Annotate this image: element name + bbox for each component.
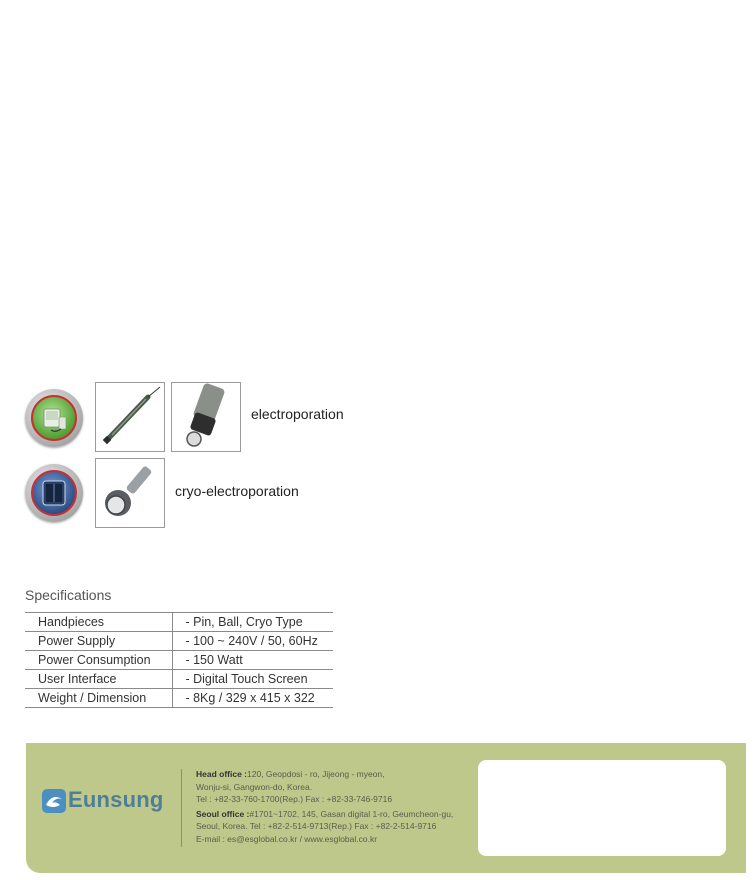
seoul-office-address: #1701~1702, 145, Gasan digital 1-ro, Geumcheon-gu, xyxy=(249,808,454,819)
blank-label-box xyxy=(478,760,726,856)
spec-value: - Digital Touch Screen xyxy=(173,670,333,689)
company-logo xyxy=(41,787,171,815)
table-row xyxy=(25,613,333,632)
address-block xyxy=(196,768,486,845)
head-office-line xyxy=(196,768,486,781)
spec-value: - 150 Watt xyxy=(173,651,333,670)
email-line: E-mail : es@esglobal.co.kr / www.esglobal.co.kr xyxy=(196,833,378,844)
cryo-handpiece-image xyxy=(95,458,165,528)
spec-value: - 100 ~ 240V / 50, 60Hz xyxy=(173,632,333,651)
electroporation-badge-icon xyxy=(25,389,83,447)
cryo-electroporation-badge-icon xyxy=(25,464,83,522)
spec-key: Weight / Dimension xyxy=(25,689,173,708)
head-office-address: 120, Geopdosi - ro, Jijeong - myeon, xyxy=(247,769,385,779)
logo-text: Eunsung xyxy=(68,787,164,812)
spec-value: - 8Kg / 329 x 415 x 322 xyxy=(173,689,333,708)
footer-divider xyxy=(181,769,182,847)
blue-device-icon xyxy=(33,472,75,514)
head-office-label: Head office : xyxy=(196,769,248,779)
seoul-office-phone: Seoul, Korea. Tel : +82-2-514-9713(Rep.) Fax : +82-2-514-9716 xyxy=(196,821,437,831)
mode-label-electroporation: electroporation xyxy=(251,406,344,422)
spec-key: Power Consumption xyxy=(25,651,173,670)
head-office-phone: Tel : +82-33-760-1700(Rep.) Fax : +82-33-746-9716 xyxy=(196,794,393,804)
table-row xyxy=(25,651,333,670)
table-row xyxy=(25,670,333,689)
footer-panel xyxy=(26,743,746,873)
seoul-office-label: Seoul office : xyxy=(196,808,250,819)
head-office-city: Wonju-si, Gangwon-do, Korea. xyxy=(196,781,313,792)
green-device-icon xyxy=(33,397,75,439)
seoul-office-line xyxy=(196,808,486,821)
specifications-title: Specifications xyxy=(25,587,112,603)
specifications-table xyxy=(25,612,333,708)
table-row xyxy=(25,632,333,651)
spec-key: User Interface xyxy=(25,670,173,689)
eunsung-logo-icon xyxy=(41,788,67,814)
table-row xyxy=(25,689,333,708)
spec-key: Handpieces xyxy=(25,613,173,632)
pin-handpiece-image xyxy=(95,382,165,452)
mode-label-cryo-electroporation: cryo-electroporation xyxy=(175,483,299,499)
ball-handpiece-image xyxy=(171,382,241,452)
spec-key: Power Supply xyxy=(25,632,173,651)
spec-value: - Pin, Ball, Cryo Type xyxy=(173,613,333,632)
